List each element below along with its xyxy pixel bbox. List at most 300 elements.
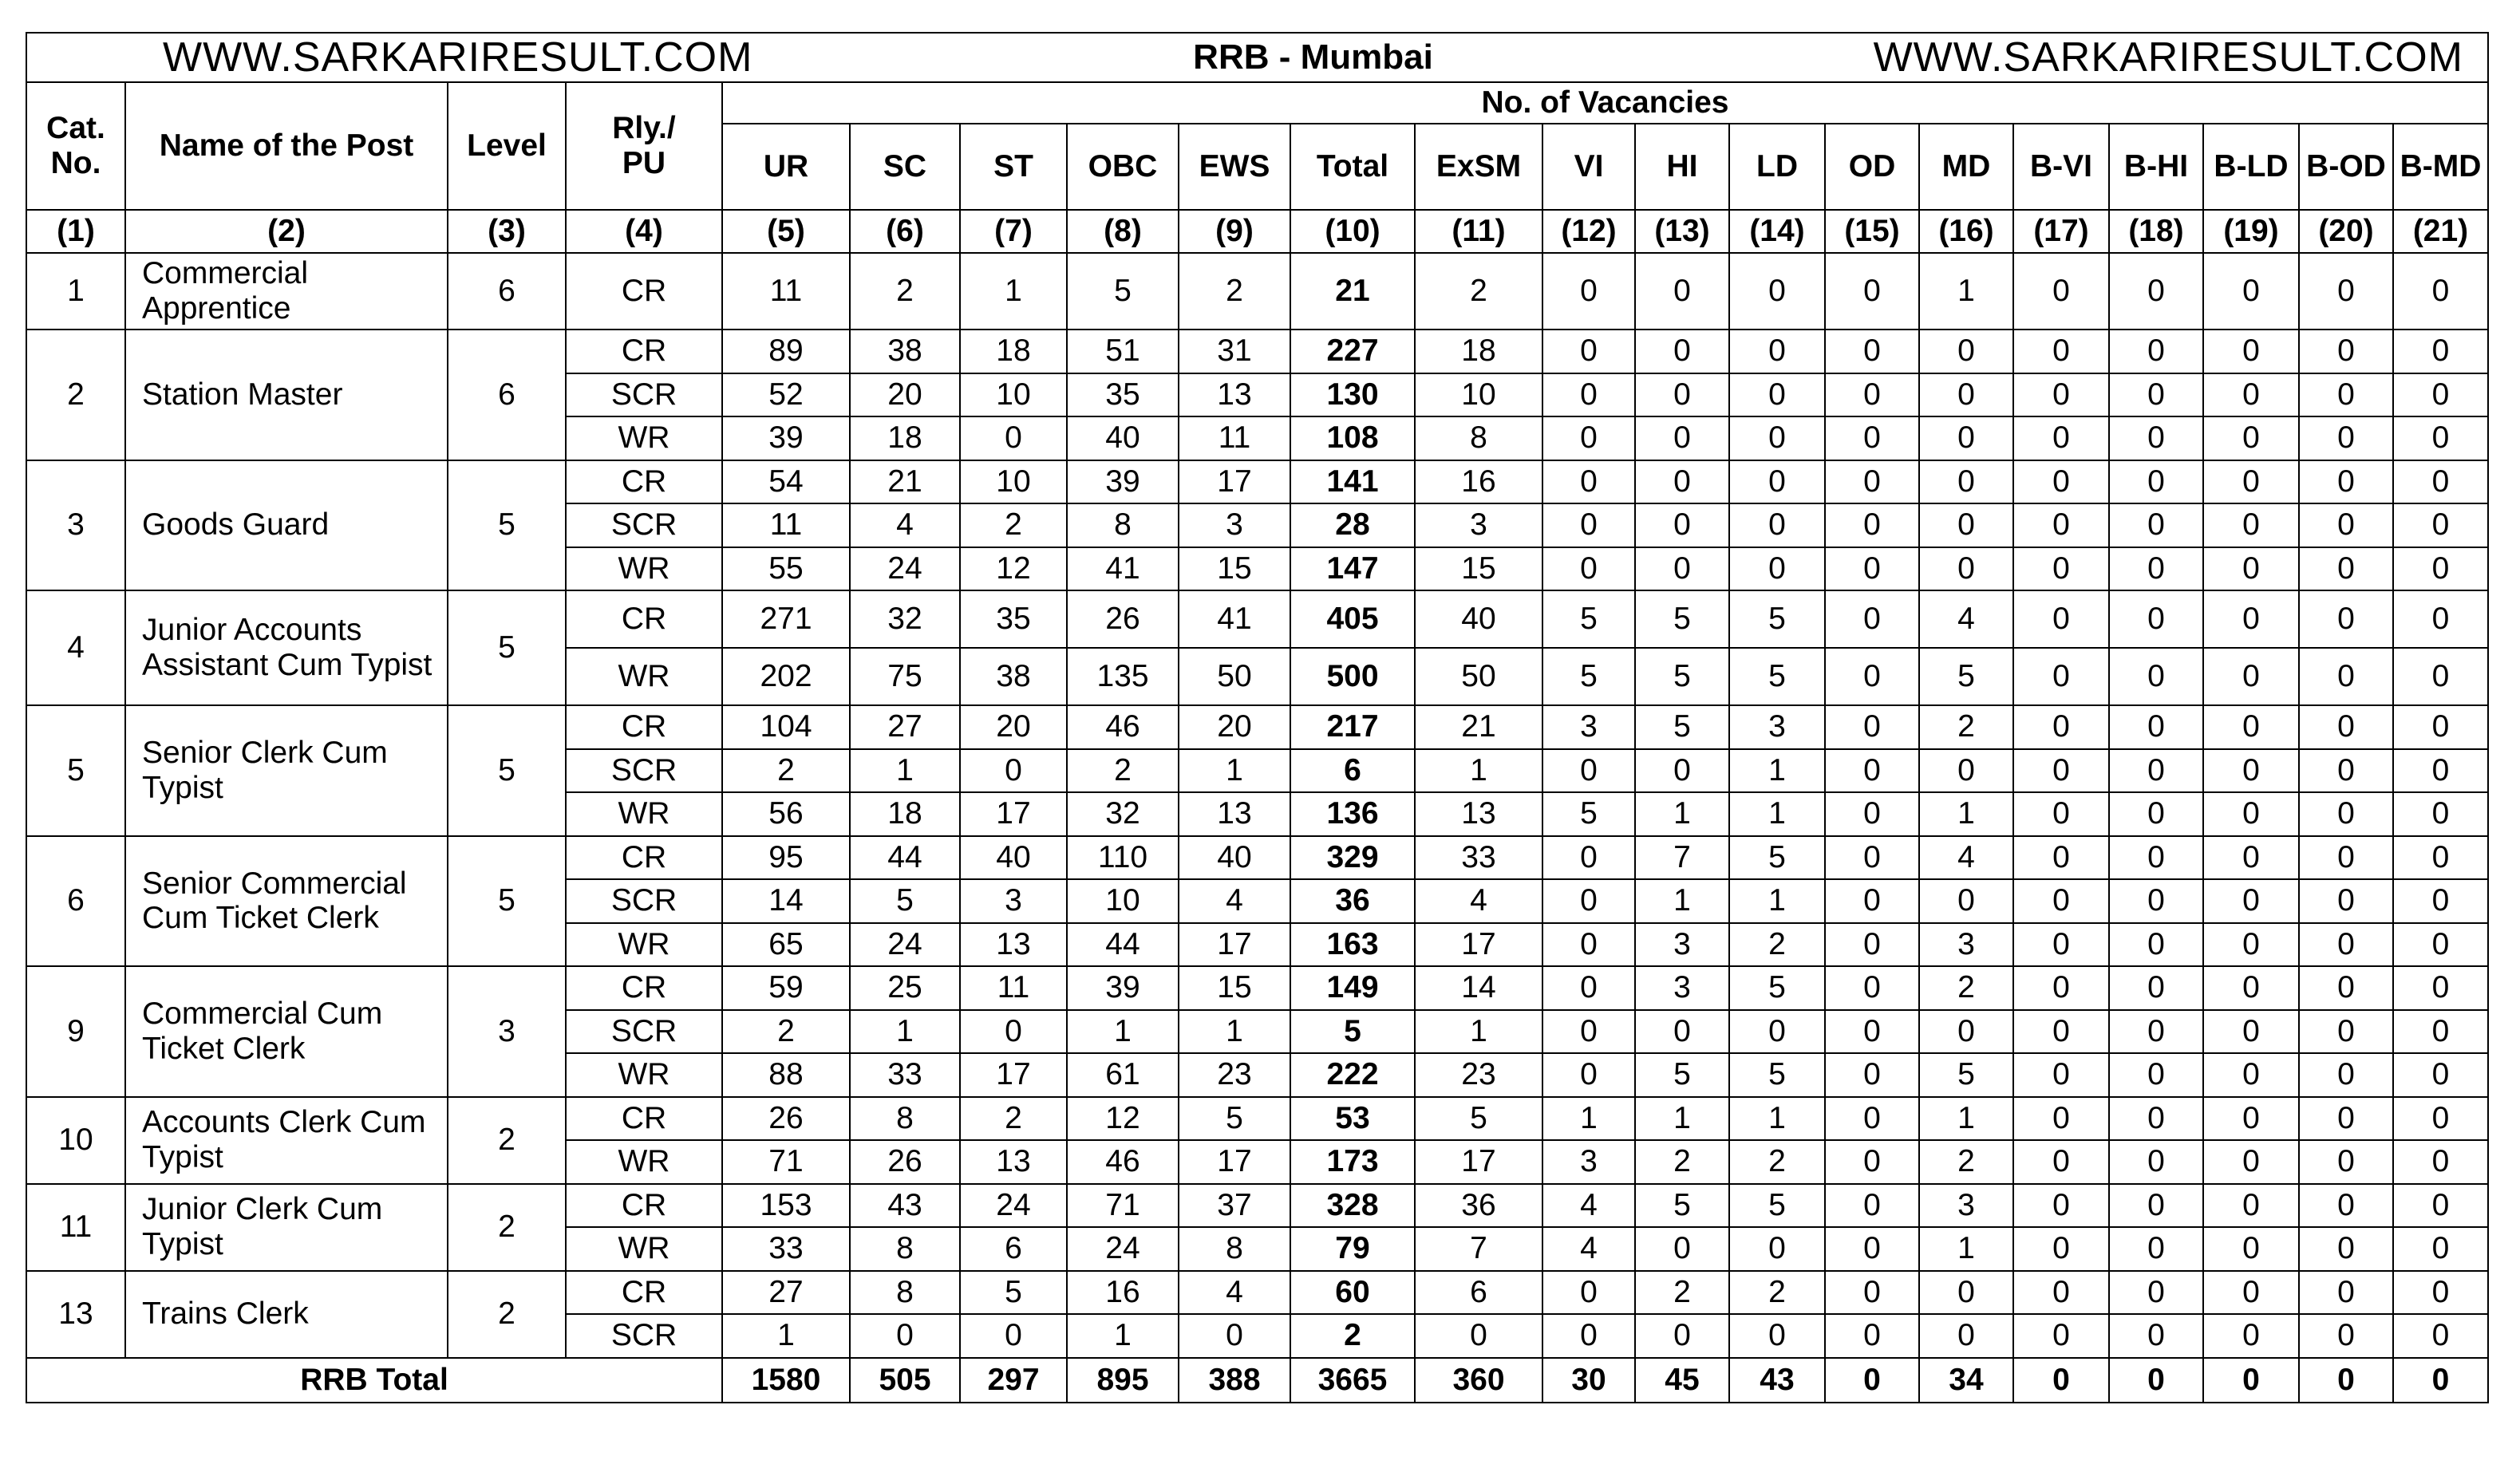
table-row xyxy=(26,253,2488,330)
vacancy-ur: 54 xyxy=(722,460,850,504)
vacancy-b-ld: 0 xyxy=(2203,373,2299,417)
railway-unit: CR xyxy=(566,836,722,880)
vacancy-st: 0 xyxy=(960,749,1067,793)
vacancy-exsm: 17 xyxy=(1415,1140,1542,1184)
vacancy-hi: 0 xyxy=(1635,547,1729,591)
header-col-exsm: ExSM xyxy=(1415,124,1542,210)
railway-unit: CR xyxy=(566,253,722,330)
vacancy-hi: 0 xyxy=(1635,1010,1729,1054)
vacancy-b-od: 0 xyxy=(2299,1140,2393,1184)
site-url-left: WWW.SARKARIRESULT.COM xyxy=(163,34,753,81)
vacancy-sc: 32 xyxy=(850,590,960,648)
vacancy-st: 24 xyxy=(960,1184,1067,1228)
category-number: 3 xyxy=(26,460,125,591)
header-col-number: (2) xyxy=(125,210,448,253)
vacancy-od: 0 xyxy=(1825,1271,1919,1315)
vacancy-sc: 5 xyxy=(850,879,960,923)
vacancy-ld: 1 xyxy=(1729,1097,1825,1141)
vacancy-b-od: 0 xyxy=(2299,416,2393,460)
vacancy-obc: 8 xyxy=(1067,503,1179,547)
vacancy-b-md: 0 xyxy=(2393,547,2488,591)
vacancy-hi: 5 xyxy=(1635,1053,1729,1097)
vacancy-sc: 25 xyxy=(850,966,960,1010)
post-level: 3 xyxy=(448,966,566,1097)
header-col-ews: EWS xyxy=(1179,124,1290,210)
vacancy-st: 3 xyxy=(960,879,1067,923)
vacancy-ews: 17 xyxy=(1179,1140,1290,1184)
vacancy-obc: 1 xyxy=(1067,1314,1179,1358)
vacancy-md: 0 xyxy=(1919,1314,2013,1358)
vacancy-ur: 88 xyxy=(722,1053,850,1097)
vacancy-sc: 44 xyxy=(850,836,960,880)
vacancy-sc: 2 xyxy=(850,253,960,330)
vacancy-hi: 2 xyxy=(1635,1140,1729,1184)
vacancy-obc: 39 xyxy=(1067,966,1179,1010)
vacancy-hi: 0 xyxy=(1635,330,1729,373)
header-level: Level xyxy=(448,82,566,210)
railway-unit: WR xyxy=(566,1227,722,1271)
vacancy-b-vi: 0 xyxy=(2013,330,2109,373)
vacancy-b-od: 0 xyxy=(2299,648,2393,705)
vacancy-exsm: 6 xyxy=(1415,1271,1542,1315)
vacancy-sc: 21 xyxy=(850,460,960,504)
vacancy-ur: 52 xyxy=(722,373,850,417)
vacancy-obc: 24 xyxy=(1067,1227,1179,1271)
vacancy-vi: 0 xyxy=(1542,1053,1635,1097)
vacancy-vi: 0 xyxy=(1542,836,1635,880)
vacancy-total: 6 xyxy=(1290,749,1415,793)
header-col-st: ST xyxy=(960,124,1067,210)
vacancy-b-hi: 0 xyxy=(2109,923,2203,967)
table-row xyxy=(26,1184,2488,1228)
vacancy-b-md: 0 xyxy=(2393,460,2488,504)
vacancy-md: 1 xyxy=(1919,1097,2013,1141)
vacancy-b-md: 0 xyxy=(2393,1140,2488,1184)
vacancy-vi: 0 xyxy=(1542,1271,1635,1315)
vacancy-b-md: 0 xyxy=(2393,1227,2488,1271)
vacancy-b-md: 0 xyxy=(2393,1271,2488,1315)
total-b-hi: 0 xyxy=(2109,1358,2203,1403)
vacancy-b-md: 0 xyxy=(2393,749,2488,793)
railway-unit: SCR xyxy=(566,749,722,793)
vacancy-ur: 2 xyxy=(722,749,850,793)
vacancy-b-md: 0 xyxy=(2393,1010,2488,1054)
vacancy-od: 0 xyxy=(1825,923,1919,967)
post-name: Commercial Cum Ticket Clerk xyxy=(125,966,448,1097)
vacancy-b-od: 0 xyxy=(2299,590,2393,648)
vacancy-od: 0 xyxy=(1825,330,1919,373)
vacancy-md: 0 xyxy=(1919,1271,2013,1315)
header-col-od: OD xyxy=(1825,124,1919,210)
category-number: 9 xyxy=(26,966,125,1097)
post-level: 5 xyxy=(448,460,566,591)
vacancy-b-vi: 0 xyxy=(2013,1010,2109,1054)
vacancy-od: 0 xyxy=(1825,705,1919,749)
post-name: Junior Clerk Cum Typist xyxy=(125,1184,448,1271)
vacancy-b-ld: 0 xyxy=(2203,1314,2299,1358)
vacancy-ews: 41 xyxy=(1179,590,1290,648)
header-col-number: (17) xyxy=(2013,210,2109,253)
vacancy-od: 0 xyxy=(1825,373,1919,417)
vacancy-total: 53 xyxy=(1290,1097,1415,1141)
vacancy-ld: 5 xyxy=(1729,836,1825,880)
vacancy-b-md: 0 xyxy=(2393,373,2488,417)
vacancy-sc: 26 xyxy=(850,1140,960,1184)
category-number: 2 xyxy=(26,330,125,460)
header-col-md: MD xyxy=(1919,124,2013,210)
vacancy-b-od: 0 xyxy=(2299,547,2393,591)
vacancy-obc: 46 xyxy=(1067,1140,1179,1184)
vacancy-ur: 14 xyxy=(722,879,850,923)
vacancy-ld: 0 xyxy=(1729,503,1825,547)
header-col-number: (3) xyxy=(448,210,566,253)
vacancy-total: 217 xyxy=(1290,705,1415,749)
vacancy-exsm: 16 xyxy=(1415,460,1542,504)
vacancy-md: 5 xyxy=(1919,1053,2013,1097)
vacancy-b-md: 0 xyxy=(2393,503,2488,547)
header-post-name: Name of the Post xyxy=(125,82,448,210)
vacancy-ur: 202 xyxy=(722,648,850,705)
vacancy-ur: 2 xyxy=(722,1010,850,1054)
total-obc: 895 xyxy=(1067,1358,1179,1403)
vacancy-st: 40 xyxy=(960,836,1067,880)
vacancy-obc: 35 xyxy=(1067,373,1179,417)
vacancy-document xyxy=(26,32,2489,1403)
vacancy-obc: 61 xyxy=(1067,1053,1179,1097)
vacancy-obc: 2 xyxy=(1067,749,1179,793)
vacancy-ur: 59 xyxy=(722,966,850,1010)
vacancy-exsm: 33 xyxy=(1415,836,1542,880)
vacancy-ews: 1 xyxy=(1179,749,1290,793)
table-row xyxy=(26,330,2488,373)
post-name: Accounts Clerk Cum Typist xyxy=(125,1097,448,1184)
vacancy-b-ld: 0 xyxy=(2203,1140,2299,1184)
vacancy-st: 20 xyxy=(960,705,1067,749)
post-name: Senior Commercial Cum Ticket Clerk xyxy=(125,836,448,967)
vacancy-exsm: 40 xyxy=(1415,590,1542,648)
vacancy-sc: 24 xyxy=(850,547,960,591)
vacancy-md: 0 xyxy=(1919,749,2013,793)
vacancy-vi: 0 xyxy=(1542,547,1635,591)
railway-unit: WR xyxy=(566,923,722,967)
header-col-vi: VI xyxy=(1542,124,1635,210)
total-total: 3665 xyxy=(1290,1358,1415,1403)
vacancy-b-md: 0 xyxy=(2393,1184,2488,1228)
vacancy-b-hi: 0 xyxy=(2109,1227,2203,1271)
vacancy-od: 0 xyxy=(1825,1227,1919,1271)
vacancy-md: 2 xyxy=(1919,705,2013,749)
table-row xyxy=(26,1097,2488,1141)
vacancy-vi: 0 xyxy=(1542,1010,1635,1054)
vacancy-ld: 1 xyxy=(1729,749,1825,793)
vacancy-ld: 5 xyxy=(1729,590,1825,648)
vacancy-ur: 33 xyxy=(722,1227,850,1271)
vacancy-b-ld: 0 xyxy=(2203,1010,2299,1054)
vacancy-st: 17 xyxy=(960,1053,1067,1097)
vacancy-st: 6 xyxy=(960,1227,1067,1271)
vacancy-ews: 15 xyxy=(1179,547,1290,591)
vacancy-md: 0 xyxy=(1919,373,2013,417)
vacancy-md: 4 xyxy=(1919,590,2013,648)
vacancy-ur: 56 xyxy=(722,792,850,836)
vacancy-b-md: 0 xyxy=(2393,416,2488,460)
vacancy-sc: 8 xyxy=(850,1271,960,1315)
vacancy-obc: 5 xyxy=(1067,253,1179,330)
vacancy-ur: 65 xyxy=(722,923,850,967)
vacancy-b-ld: 0 xyxy=(2203,1097,2299,1141)
vacancy-st: 13 xyxy=(960,1140,1067,1184)
vacancy-obc: 46 xyxy=(1067,705,1179,749)
vacancy-ur: 104 xyxy=(722,705,850,749)
header-col-b-vi: B-VI xyxy=(2013,124,2109,210)
railway-unit: WR xyxy=(566,1053,722,1097)
vacancy-b-md: 0 xyxy=(2393,879,2488,923)
header-col-ld: LD xyxy=(1729,124,1825,210)
vacancy-b-ld: 0 xyxy=(2203,749,2299,793)
vacancy-st: 38 xyxy=(960,648,1067,705)
header-col-ur: UR xyxy=(722,124,850,210)
vacancy-sc: 18 xyxy=(850,416,960,460)
vacancy-b-od: 0 xyxy=(2299,503,2393,547)
vacancy-ews: 8 xyxy=(1179,1227,1290,1271)
table-row xyxy=(26,1271,2488,1315)
vacancy-sc: 1 xyxy=(850,749,960,793)
post-name: Station Master xyxy=(125,330,448,460)
vacancy-exsm: 17 xyxy=(1415,923,1542,967)
vacancy-ld: 0 xyxy=(1729,373,1825,417)
vacancy-b-od: 0 xyxy=(2299,1184,2393,1228)
table-row xyxy=(26,460,2488,504)
vacancy-od: 0 xyxy=(1825,1140,1919,1184)
post-name: Commercial Apprentice xyxy=(125,253,448,330)
banner-row xyxy=(26,33,2488,82)
vacancy-total: 130 xyxy=(1290,373,1415,417)
vacancy-md: 2 xyxy=(1919,1140,2013,1184)
vacancy-b-ld: 0 xyxy=(2203,416,2299,460)
railway-unit: SCR xyxy=(566,373,722,417)
total-b-od: 0 xyxy=(2299,1358,2393,1403)
vacancy-st: 0 xyxy=(960,1314,1067,1358)
vacancy-ld: 0 xyxy=(1729,416,1825,460)
vacancy-od: 0 xyxy=(1825,966,1919,1010)
table-row xyxy=(26,705,2488,749)
vacancy-obc: 135 xyxy=(1067,648,1179,705)
vacancy-hi: 2 xyxy=(1635,1271,1729,1315)
vacancy-ews: 4 xyxy=(1179,1271,1290,1315)
vacancy-exsm: 14 xyxy=(1415,966,1542,1010)
vacancy-b-od: 0 xyxy=(2299,253,2393,330)
vacancy-exsm: 10 xyxy=(1415,373,1542,417)
vacancy-b-ld: 0 xyxy=(2203,547,2299,591)
vacancy-b-od: 0 xyxy=(2299,923,2393,967)
vacancy-b-hi: 0 xyxy=(2109,1140,2203,1184)
vacancy-od: 0 xyxy=(1825,1314,1919,1358)
vacancy-ur: 271 xyxy=(722,590,850,648)
vacancy-sc: 43 xyxy=(850,1184,960,1228)
total-ur: 1580 xyxy=(722,1358,850,1403)
post-level: 6 xyxy=(448,253,566,330)
category-number: 1 xyxy=(26,253,125,330)
vacancy-sc: 24 xyxy=(850,923,960,967)
vacancy-st: 0 xyxy=(960,1010,1067,1054)
vacancy-od: 0 xyxy=(1825,1010,1919,1054)
vacancy-obc: 10 xyxy=(1067,879,1179,923)
document-title: RRB - Mumbai xyxy=(1193,37,1433,77)
vacancy-b-od: 0 xyxy=(2299,705,2393,749)
vacancy-ur: 95 xyxy=(722,836,850,880)
total-hi: 45 xyxy=(1635,1358,1729,1403)
category-number: 10 xyxy=(26,1097,125,1184)
railway-unit: CR xyxy=(566,1271,722,1315)
vacancy-total: 28 xyxy=(1290,503,1415,547)
vacancy-ews: 11 xyxy=(1179,416,1290,460)
vacancy-ld: 5 xyxy=(1729,648,1825,705)
total-b-ld: 0 xyxy=(2203,1358,2299,1403)
vacancy-ur: 11 xyxy=(722,503,850,547)
vacancy-b-od: 0 xyxy=(2299,373,2393,417)
vacancy-exsm: 3 xyxy=(1415,503,1542,547)
post-name: Trains Clerk xyxy=(125,1271,448,1358)
vacancy-sc: 20 xyxy=(850,373,960,417)
vacancy-ews: 31 xyxy=(1179,330,1290,373)
vacancy-ews: 40 xyxy=(1179,836,1290,880)
vacancy-obc: 51 xyxy=(1067,330,1179,373)
category-number: 5 xyxy=(26,705,125,836)
site-url-right: WWW.SARKARIRESULT.COM xyxy=(1873,34,2463,81)
vacancy-ld: 5 xyxy=(1729,966,1825,1010)
vacancy-b-hi: 0 xyxy=(2109,253,2203,330)
header-col-number: (21) xyxy=(2393,210,2488,253)
header-col-total: Total xyxy=(1290,124,1415,210)
vacancy-ews: 17 xyxy=(1179,923,1290,967)
post-name: Junior Accounts Assistant Cum Typist xyxy=(125,590,448,705)
vacancy-total: 222 xyxy=(1290,1053,1415,1097)
vacancy-total: 405 xyxy=(1290,590,1415,648)
vacancy-obc: 110 xyxy=(1067,836,1179,880)
vacancy-od: 0 xyxy=(1825,1184,1919,1228)
vacancy-ur: 89 xyxy=(722,330,850,373)
vacancy-obc: 16 xyxy=(1067,1271,1179,1315)
vacancy-st: 18 xyxy=(960,330,1067,373)
header-col-number: (8) xyxy=(1067,210,1179,253)
vacancy-b-ld: 0 xyxy=(2203,1053,2299,1097)
vacancy-total: 2 xyxy=(1290,1314,1415,1358)
vacancy-exsm: 5 xyxy=(1415,1097,1542,1141)
vacancy-b-vi: 0 xyxy=(2013,373,2109,417)
vacancy-b-od: 0 xyxy=(2299,1271,2393,1315)
header-col-number: (4) xyxy=(566,210,722,253)
vacancy-b-ld: 0 xyxy=(2203,330,2299,373)
vacancy-b-vi: 0 xyxy=(2013,749,2109,793)
post-level: 5 xyxy=(448,590,566,705)
vacancy-b-vi: 0 xyxy=(2013,1184,2109,1228)
total-od: 0 xyxy=(1825,1358,1919,1403)
vacancy-b-ld: 0 xyxy=(2203,590,2299,648)
vacancy-exsm: 18 xyxy=(1415,330,1542,373)
vacancy-table xyxy=(26,32,2489,1403)
total-b-md: 0 xyxy=(2393,1358,2488,1403)
vacancy-b-vi: 0 xyxy=(2013,836,2109,880)
vacancy-od: 0 xyxy=(1825,1097,1919,1141)
vacancy-total: 141 xyxy=(1290,460,1415,504)
vacancy-total: 149 xyxy=(1290,966,1415,1010)
vacancy-sc: 27 xyxy=(850,705,960,749)
vacancy-od: 0 xyxy=(1825,648,1919,705)
total-ld: 43 xyxy=(1729,1358,1825,1403)
vacancy-sc: 18 xyxy=(850,792,960,836)
vacancy-md: 1 xyxy=(1919,253,2013,330)
vacancy-sc: 33 xyxy=(850,1053,960,1097)
vacancy-ur: 11 xyxy=(722,253,850,330)
vacancy-b-hi: 0 xyxy=(2109,705,2203,749)
vacancy-total: 79 xyxy=(1290,1227,1415,1271)
vacancy-total: 227 xyxy=(1290,330,1415,373)
vacancy-b-vi: 0 xyxy=(2013,1271,2109,1315)
vacancy-total: 5 xyxy=(1290,1010,1415,1054)
vacancy-sc: 38 xyxy=(850,330,960,373)
vacancy-ews: 2 xyxy=(1179,253,1290,330)
vacancy-b-hi: 0 xyxy=(2109,590,2203,648)
vacancy-sc: 8 xyxy=(850,1097,960,1141)
vacancy-b-hi: 0 xyxy=(2109,330,2203,373)
vacancy-obc: 44 xyxy=(1067,923,1179,967)
vacancy-md: 0 xyxy=(1919,330,2013,373)
vacancy-ld: 3 xyxy=(1729,705,1825,749)
vacancy-ld: 0 xyxy=(1729,1227,1825,1271)
post-level: 2 xyxy=(448,1097,566,1184)
header-col-number: (20) xyxy=(2299,210,2393,253)
vacancy-ews: 15 xyxy=(1179,966,1290,1010)
vacancy-b-od: 0 xyxy=(2299,792,2393,836)
header-col-number: (10) xyxy=(1290,210,1415,253)
railway-unit: SCR xyxy=(566,1010,722,1054)
railway-unit: WR xyxy=(566,792,722,836)
vacancy-vi: 5 xyxy=(1542,590,1635,648)
vacancy-b-hi: 0 xyxy=(2109,966,2203,1010)
vacancy-obc: 71 xyxy=(1067,1184,1179,1228)
vacancy-st: 0 xyxy=(960,416,1067,460)
vacancy-ur: 26 xyxy=(722,1097,850,1141)
vacancy-ews: 1 xyxy=(1179,1010,1290,1054)
vacancy-b-md: 0 xyxy=(2393,590,2488,648)
vacancy-ews: 5 xyxy=(1179,1097,1290,1141)
vacancy-ld: 0 xyxy=(1729,460,1825,504)
header-row-1 xyxy=(26,82,2488,124)
post-name: Goods Guard xyxy=(125,460,448,591)
vacancy-b-od: 0 xyxy=(2299,836,2393,880)
vacancy-b-od: 0 xyxy=(2299,749,2393,793)
total-label: RRB Total xyxy=(26,1358,722,1403)
vacancy-b-hi: 0 xyxy=(2109,1010,2203,1054)
header-col-number: (19) xyxy=(2203,210,2299,253)
vacancy-total: 21 xyxy=(1290,253,1415,330)
vacancy-st: 1 xyxy=(960,253,1067,330)
vacancy-vi: 1 xyxy=(1542,1097,1635,1141)
vacancy-ews: 4 xyxy=(1179,879,1290,923)
vacancy-hi: 0 xyxy=(1635,749,1729,793)
vacancy-b-ld: 0 xyxy=(2203,1271,2299,1315)
vacancy-b-md: 0 xyxy=(2393,1314,2488,1358)
vacancy-md: 0 xyxy=(1919,879,2013,923)
vacancy-od: 0 xyxy=(1825,792,1919,836)
vacancy-vi: 0 xyxy=(1542,879,1635,923)
banner-cell xyxy=(26,33,2488,82)
header-col-number: (13) xyxy=(1635,210,1729,253)
vacancy-hi: 0 xyxy=(1635,373,1729,417)
vacancy-b-hi: 0 xyxy=(2109,648,2203,705)
vacancy-st: 2 xyxy=(960,503,1067,547)
vacancy-sc: 75 xyxy=(850,648,960,705)
